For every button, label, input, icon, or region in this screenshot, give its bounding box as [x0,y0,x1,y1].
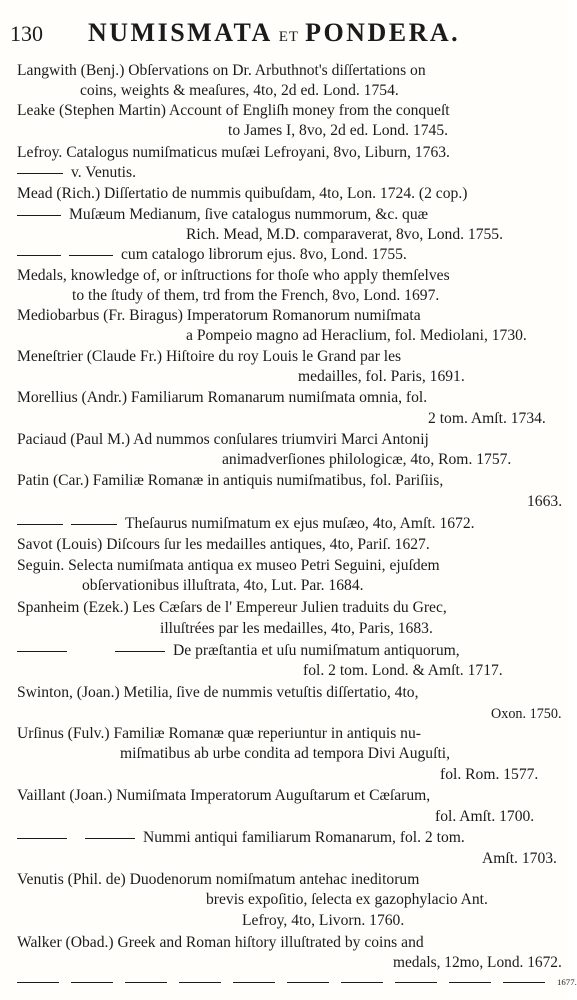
entry-line: animadverſiones philologicæ, 4to, Rom. 1757. [222,451,512,468]
entry-line: Lefroy, 4to, Livorn. 1760. [242,912,405,929]
ditto-dash [503,982,545,983]
entry-line: Morellius (Andr.) Familiarum Romanarum numiſmata omnia, fol. [17,389,428,406]
title-part-2: PONDERA. [305,18,461,47]
entry-line: to James I, 8vo, 2d ed. Lond. 1745. [228,122,449,139]
entry-line: Patin (Car.) Familiæ Romanæ in antiquis numiſmatibus, fol. Pariſiis, [17,472,444,489]
title-part-1: NUMISMATA [88,18,273,47]
running-title [88,18,460,48]
entry-line: medals, 12mo, Lond. 1672. [393,954,562,971]
ditto-dash [449,982,491,983]
ditto-dash [17,173,63,174]
ditto-dash [17,838,67,839]
entry-line: Mead (Rich.) Diſſertatio de nummis quibuſdam, 4to, Lon. 1724. (2 cop.) [17,185,468,202]
entry-line: Paciaud (Paul M.) Ad nummos conſulares triumviri Marci Antonij [17,431,429,448]
entry-line: Vaillant (Joan.) Numiſmata Imperatorum Auguſtarum et Cæſarum, [17,787,431,804]
entry-line: miſmatibus ab urbe condita ad tempora Divi Auguſti, [120,745,451,762]
entry-line: Leake (Stephen Martin) Account of Engliſh money from the conqueſt [17,102,450,119]
title-separator: ET [278,29,300,45]
entry-line: illuſtrées par les medailles, 4to, Paris, 1683. [160,620,433,637]
entry-line: De præſtantia et uſu numiſmatum antiquorum, [17,641,460,661]
ditto-dash [17,255,61,256]
entry-line: v. Venutis. [17,163,136,183]
entry-line: Swinton, (Joan.) Metilia, ſive de nummis vetuſtis diſſertatio, 4to, [17,684,419,701]
entry-line: Amſt. 1703. [482,850,557,867]
ditto-dash [17,982,59,983]
ditto-dash [69,255,113,256]
entry-line: Rich. Mead, M.D. comparaverat, 8vo, Lond. 1755. [186,226,503,243]
ditto-dash [17,524,63,525]
entry-line: cum catalogo librorum ejus. 8vo, Lond. 1755. [17,245,407,265]
entry-line: Walker (Obad.) Greek and Roman hiſtory illuſtrated by coins and [17,934,424,951]
entry-line: Langwith (Benj.) Obſervations on Dr. Arbuthnot's diſſertations on [17,62,426,79]
entry-line: coins, weights & meaſures, 4to, 2d ed. Lond. 1754. [80,82,399,99]
entry-line: Muſæum Medianum, ſive catalogus nummorum, &c. quæ [17,205,428,225]
entry-line: to the ſtudy of them, trd from the French, 8vo, Lond. 1697. [72,287,440,304]
entry-line: Theſaurus numiſmatum ex ejus muſæo, 4to, Amſt. 1672. [17,514,475,534]
ditto-dash [17,651,67,652]
entry-line: Nummi antiqui familiarum Romanarum, fol. 2 tom. [17,828,465,848]
entry-line: a Pompeio magno ad Heraclium, fol. Mediolani, 1730. [186,327,527,344]
entry-line: Seguin. Selecta numiſmata antiqua ex museo Petri Seguini, ejuſdem [17,557,440,574]
entry-line: Venutis (Phil. de) Duodenorum nomiſmatum antehac ineditorum [17,871,420,888]
ditto-dash [85,838,135,839]
entry-line: Meneſtrier (Claude Fr.) Hiſtoire du roy Louis le Grand par les [17,348,402,365]
ditto-dash [341,982,383,983]
entry-line: fol. 2 tom. Lond. & Amſt. 1717. [303,662,503,679]
ditto-dash [71,982,113,983]
entry-line: 2 tom. Amſt. 1734. [428,410,546,427]
ditto-dash [115,651,165,652]
ditto-dash [233,982,275,983]
entry-line: Savot (Louis) Diſcours ſur les medailles antiques, 4to, Pariſ. 1627. [17,536,430,553]
entry-line: obſervationibus illuſtrata, 4to, Lut. Par. 1684. [82,577,364,594]
entry-line: Lefroy. Catalogus numiſmaticus muſæi Lefroyani, 8vo, Liburn, 1763. [17,144,450,161]
entry-line: Mediobarbus (Fr. Biragus) Imperatorum Romanorum numiſmata [17,307,421,324]
ditto-dash [395,982,437,983]
entry-line: brevis expoſitio, ſelecta ex gazophylacio Ant. [206,891,488,908]
running-header [10,8,562,48]
ditto-dash [17,215,61,216]
entry-line: Medals, knowledge of, or inſtructions for thoſe who apply themſelves [17,267,450,284]
entry-line: Oxon. 1750. [491,706,562,722]
page-number: 130 [10,21,43,46]
entry-line: fol. Rom. 1577. [440,766,539,783]
entry-line: 1677. [17,972,577,992]
entry-line: medailles, fol. Paris, 1691. [298,368,465,385]
entry-line: Spanheim (Ezek.) Les Cæſars de l' Empereur Julien traduits du Grec, [17,599,447,616]
ditto-dash [179,982,221,983]
ditto-dash [287,982,329,983]
entry-line: Urſinus (Fulv.) Familiæ Romanæ quæ reperiuntur in antiquis nu- [17,725,421,742]
entry-line: fol. Amſt. 1700. [435,808,535,825]
ditto-dash [125,982,167,983]
entry-line: 1663. [527,493,563,510]
ditto-dash [71,524,117,525]
